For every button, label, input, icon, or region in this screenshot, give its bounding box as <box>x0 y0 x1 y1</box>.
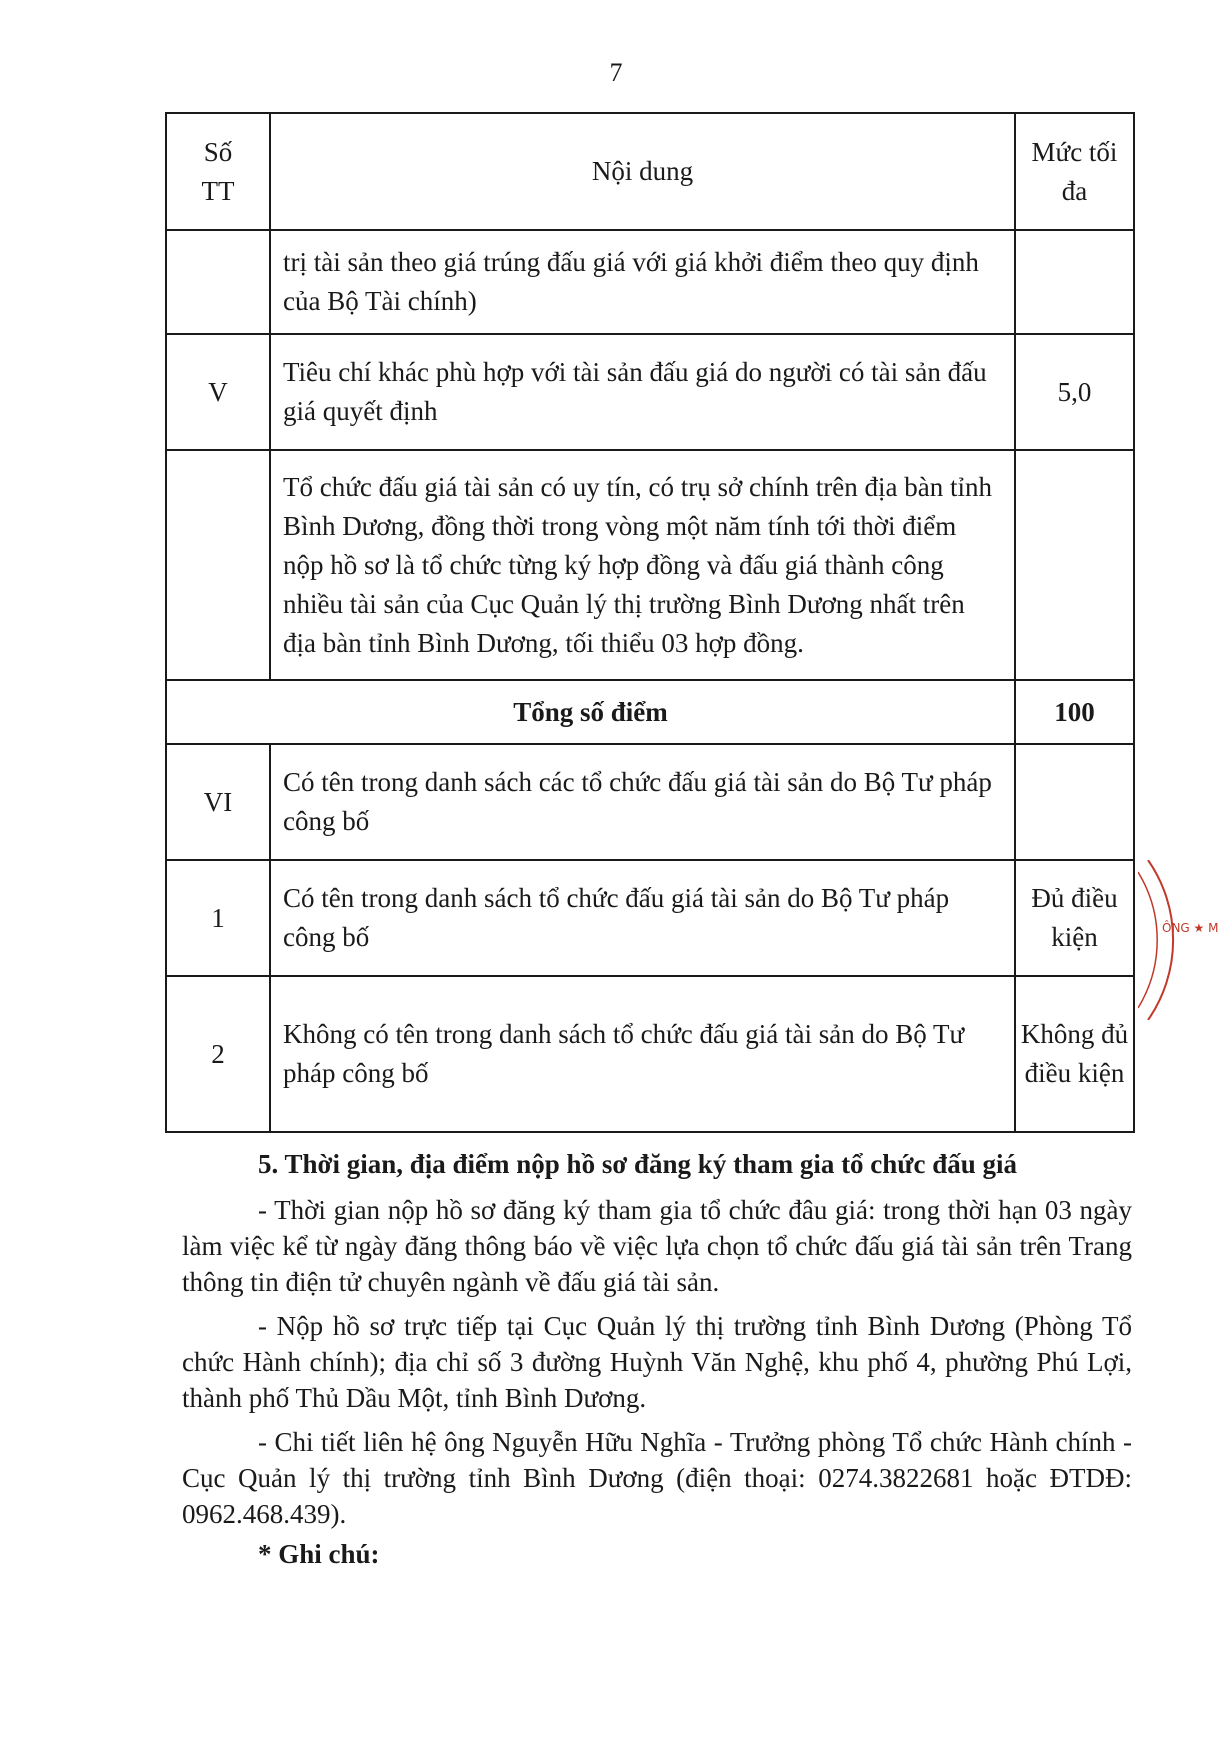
row-no <box>166 450 270 680</box>
row-max <box>1015 744 1134 860</box>
section-heading: 5. Thời gian, địa điểm nộp hồ sơ đăng ký tham gia tổ chức đấu giá <box>258 1149 1018 1179</box>
row-no: 1 <box>166 860 270 976</box>
stamp-text: ÔNG ★ M <box>1162 921 1219 935</box>
row-max: 5,0 <box>1015 334 1134 450</box>
row-max <box>1015 450 1134 680</box>
table-row <box>166 860 1134 976</box>
row-content: Có tên trong danh sách tổ chức đấu giá tài sản do Bộ Tư pháp công bố <box>270 860 1015 976</box>
red-seal-stamp <box>1138 860 1232 1020</box>
table-row <box>166 744 1134 860</box>
criteria-table <box>165 112 1135 1133</box>
row-content: Có tên trong danh sách các tổ chức đấu giá tài sản do Bộ Tư pháp công bố <box>270 744 1015 860</box>
row-max: Đủ điều kiện <box>1015 860 1134 976</box>
header-max: Mức tối đa <box>1015 113 1134 230</box>
row-no <box>166 230 270 334</box>
table-row <box>166 334 1134 450</box>
header-content: Nội dung <box>270 113 1015 230</box>
note-heading: * Ghi chú: <box>258 1539 380 1569</box>
table-row <box>166 450 1134 680</box>
total-row <box>166 680 1134 744</box>
paragraph-contact: - Chi tiết liên hệ ông Nguyễn Hữu Nghĩa - Trưởng phòng Tổ chức Hành chính - Cục Quản lý thị trường tỉnh Bình Dương (điện thoại: 0274.3822681 hoặc ĐTDĐ: 0962.468.439). <box>182 1427 1132 1529</box>
table-header-row <box>166 113 1134 230</box>
table-row <box>166 230 1134 334</box>
row-content: Tổ chức đấu giá tài sản có uy tín, có trụ sở chính trên địa bàn tỉnh Bình Dương, đồng thời trong vòng một năm tính tới thời điểm nộp hồ sơ là tổ chức từng ký hợp đồng và đấu giá thành công nhiều tài sản của Cục Quản lý thị trường Bình Dương nhất trên địa bàn tỉnh Bình Dương, tối thiểu 03 hợp đồng. <box>270 450 1015 680</box>
row-content: Không có tên trong danh sách tổ chức đấu giá tài sản do Bộ Tư pháp công bố <box>270 976 1015 1132</box>
total-label: Tổng số điểm <box>166 680 1015 744</box>
row-no: 2 <box>166 976 270 1132</box>
row-no: V <box>166 334 270 450</box>
row-max: Không đủ điều kiện <box>1015 976 1134 1132</box>
paragraph-time: - Thời gian nộp hồ sơ đăng ký tham gia tổ chức đâu giá: trong thời hạn 03 ngày làm việc kể từ ngày đăng thông báo về việc lựa chọn tổ chức đấu giá tài sản trên Trang thông tin điện tử chuyên ngành về đấu giá tài sản. <box>182 1195 1132 1297</box>
row-content: Tiêu chí khác phù hợp với tài sản đấu giá do người có tài sản đấu giá quyết định <box>270 334 1015 450</box>
header-no: Số TT <box>166 113 270 230</box>
page-number: 7 <box>609 58 623 87</box>
total-value: 100 <box>1015 680 1134 744</box>
paragraph-location: - Nộp hồ sơ trực tiếp tại Cục Quản lý thị trường tỉnh Bình Dương (Phòng Tổ chức Hành chính); địa chỉ số 3 đường Huỳnh Văn Nghệ, khu phố 4, phường Phú Lợi, thành phố Thủ Dầu Một, tỉnh Bình Dương. <box>182 1311 1132 1413</box>
row-max <box>1015 230 1134 334</box>
table-row <box>166 976 1134 1132</box>
row-no: VI <box>166 744 270 860</box>
row-content: trị tài sản theo giá trúng đấu giá với giá khởi điểm theo quy định của Bộ Tài chính) <box>270 230 1015 334</box>
